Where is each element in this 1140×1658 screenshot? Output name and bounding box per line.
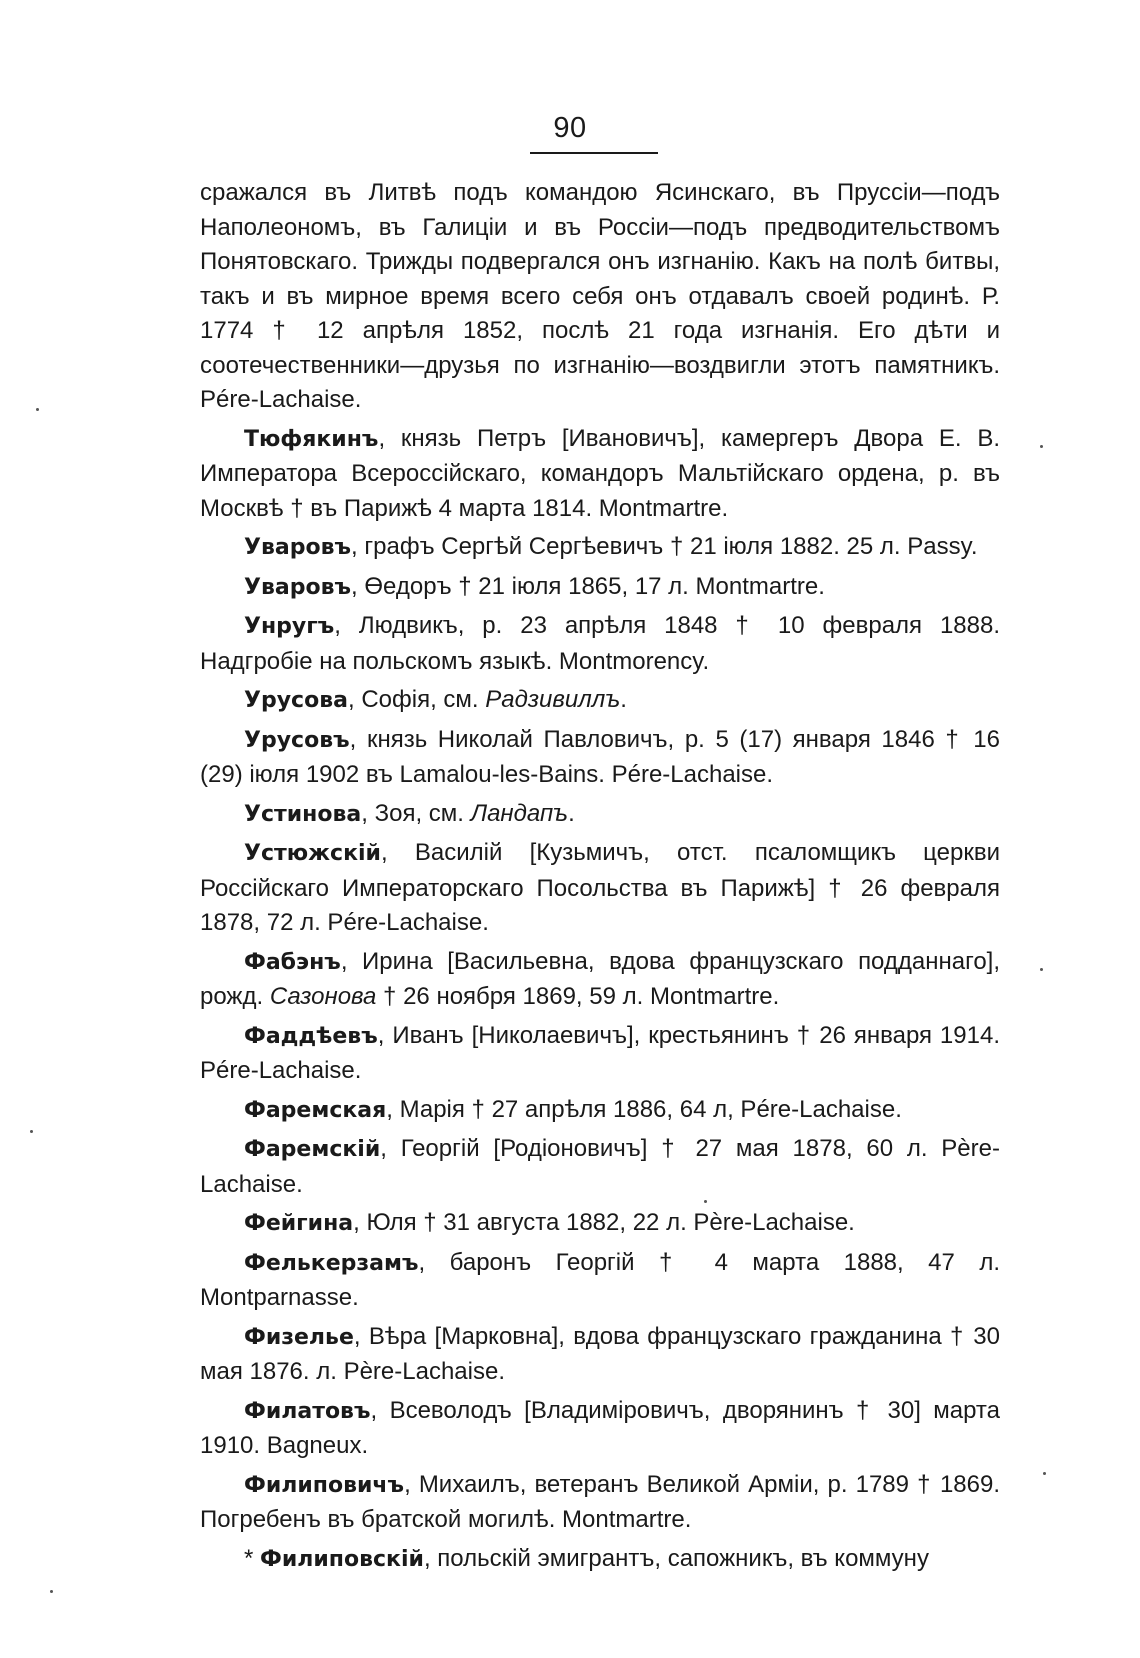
scan-speck bbox=[30, 1130, 33, 1133]
page-number-rule bbox=[530, 152, 658, 154]
scan-speck bbox=[704, 1200, 707, 1203]
entry-text: , Василій [Кузьмичъ, отст. псаломщикъ церкви Россійскаго Императорскаго Посольства въ Парижѣ] † 26 февраля 1878, 72 л. Pére-Lachaise. bbox=[200, 839, 1000, 936]
entry-name: Физелье bbox=[244, 1324, 354, 1350]
entry-text: , Михаилъ, ветеранъ Великой Арміи, р. 1789 † 1869. Погребенъ въ братской могилѣ. Montmartre. bbox=[200, 1470, 1000, 1533]
entry-urusov bbox=[200, 723, 1000, 793]
paragraph-continuation bbox=[200, 176, 1000, 418]
entry-text: , графъ Сергѣй Сергѣевичъ † 21 іюля 1882. 25 л. Passy. bbox=[351, 533, 978, 560]
entry-feigina bbox=[200, 1206, 1000, 1242]
entry-name: Тюфякинъ bbox=[244, 426, 379, 452]
entry-name: Урусовъ bbox=[244, 727, 350, 753]
entry-felkerzam bbox=[200, 1246, 1000, 1316]
entry-unrug bbox=[200, 609, 1000, 679]
entry-text: , Иванъ [Николаевичъ], крестьянинъ † 26 января 1914. Pére-Lachaise. bbox=[200, 1021, 1000, 1084]
entry-filipovsky bbox=[200, 1542, 1000, 1578]
entry-text-after: . bbox=[620, 686, 627, 713]
text-body bbox=[200, 176, 1000, 1581]
entry-fizelye bbox=[200, 1320, 1000, 1390]
entry-name: Фаддѣевъ bbox=[244, 1023, 378, 1049]
paragraph-text: сражался въ Литвѣ подъ командою Ясинскаго, въ Пруссіи—подъ Наполеономъ, въ Галиціи и въ Россіи—подъ предводительствомъ Понятовскаго. Трижды подвергался онъ изгнанію. Какъ на полѣ битвы, такъ и въ мирное время всего себя онъ отдавалъ своей родинѣ. Р. 1774 † 12 апрѣля 1852, послѣ 21 года изгнанія. Его дѣти и соотечественники—друзья по изгнанію—воздвигли этотъ памятникъ. Pére-Lachaise. bbox=[200, 179, 1000, 413]
entry-name: Унругъ bbox=[244, 614, 335, 639]
entry-text: , Марія † 27 апрѣля 1886, 64 л, Pére-Lachaise. bbox=[386, 1095, 902, 1123]
entry-text-after: . bbox=[568, 799, 575, 827]
entry-urusova bbox=[200, 683, 1000, 719]
entry-ustinova bbox=[200, 797, 1000, 833]
page-number: 90 bbox=[553, 112, 587, 144]
entry-text: , Людвикъ, р. 23 апрѣля 1848 † 10 февраля 1888. Надгробіе на польскомъ языкѣ. Montmorency. bbox=[200, 612, 1000, 675]
scan-speck bbox=[1040, 445, 1043, 448]
entry-text: , Вѣра [Марковна], вдова французскаго гражданина † 30 мая 1876. л. Pѐre-Lachaise. bbox=[200, 1322, 1000, 1385]
entry-name: Фелькерзамъ bbox=[244, 1250, 419, 1276]
entry-text: , князь Петръ [Ивановичъ], камергеръ Двора Е. В. Императора Всероссійскаго, командоръ Мальтійскаго ордена, р. въ Москвѣ † въ Парижѣ 4 марта 1814. Montmartre. bbox=[200, 424, 1000, 522]
entry-uvarov-fedor bbox=[200, 570, 1000, 606]
entry-name: Фаремскій bbox=[244, 1137, 381, 1162]
scan-speck bbox=[50, 1590, 53, 1593]
entry-text-after: † 26 ноября 1869, 59 л. Montmartre. bbox=[376, 983, 780, 1010]
entry-name: Фаремская bbox=[244, 1097, 387, 1123]
entry-name: Филиповичъ bbox=[244, 1472, 405, 1498]
entry-name: Филатовъ bbox=[244, 1398, 371, 1424]
entry-ustyuzhsky bbox=[200, 836, 1000, 941]
scan-speck bbox=[1043, 1472, 1046, 1475]
entry-text: , Софія, см. bbox=[347, 686, 486, 713]
entry-name: Урусова bbox=[244, 688, 348, 713]
entry-name: Уваровъ bbox=[244, 574, 352, 600]
entry-name: Фабэнъ bbox=[244, 949, 341, 975]
entry-italic-ref: Сазонова bbox=[269, 983, 377, 1010]
entry-uvarov-sergei bbox=[200, 530, 1000, 566]
entry-text: , баронъ Георгій † 4 марта 1888, 47 л. Montparnasse. bbox=[200, 1248, 1000, 1311]
entry-faremsky bbox=[200, 1132, 1000, 1202]
entry-prefix: * bbox=[244, 1544, 261, 1572]
entry-faben bbox=[200, 945, 1000, 1015]
scan-speck bbox=[36, 408, 39, 411]
entry-text: , Зоя, см. bbox=[361, 799, 471, 827]
entry-faremskaya bbox=[200, 1093, 1000, 1129]
entry-italic-ref: Радзивиллъ bbox=[485, 686, 621, 713]
entry-name: Филиповскій bbox=[260, 1546, 424, 1572]
entry-italic-ref: Ландапъ bbox=[470, 799, 569, 827]
entry-filatov bbox=[200, 1394, 1000, 1464]
entry-name: Уваровъ bbox=[244, 535, 352, 560]
entry-text: , Георгій [Родіоновичъ] † 27 мая 1878, 60 л. Pѐre-Lachaise. bbox=[200, 1135, 1000, 1198]
scan-speck bbox=[1040, 968, 1043, 971]
entry-text: , польскій эмигрантъ, сапожникъ, въ коммуну bbox=[423, 1544, 929, 1572]
entry-name: Устюжскій bbox=[244, 841, 381, 866]
entry-text: , Ирина [Васильевна, вдова французскаго подданнаго], рожд. bbox=[200, 947, 1000, 1010]
entry-text: , Юля † 31 августа 1882, 22 л. Pѐre-Lachaise. bbox=[353, 1209, 855, 1236]
entry-filipovich bbox=[200, 1468, 1000, 1538]
entry-text: , Всеволодъ [Владиміровичъ, дворянинъ † 30] марта 1910. Bagneux. bbox=[200, 1396, 1000, 1459]
entry-tyufyakin bbox=[200, 422, 1000, 527]
entry-text: , Өедоръ † 21 іюля 1865, 17 л. Montmartre. bbox=[351, 572, 825, 600]
entry-text: , князь Николай Павловичъ, р. 5 (17) января 1846 † 16 (29) іюля 1902 въ Lamalou-les-Bains. Pére-Lachaise. bbox=[200, 725, 1000, 788]
entry-faddeev bbox=[200, 1019, 1000, 1089]
entry-name: Устинова bbox=[244, 801, 362, 827]
entry-name: Фейгина bbox=[244, 1211, 354, 1236]
